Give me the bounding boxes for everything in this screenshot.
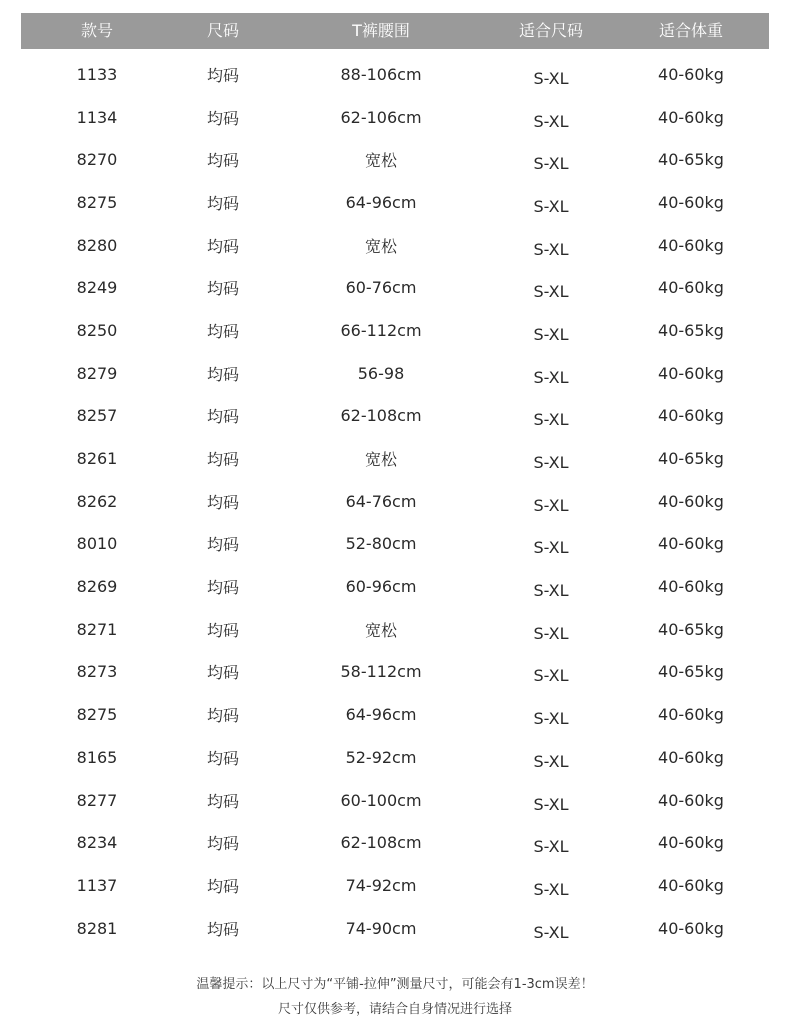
cell-fit-size: S-XL <box>533 879 569 899</box>
cell-style-number: 8275 <box>76 192 118 212</box>
header-size: 尺码 <box>206 21 239 40</box>
cell-fit-size: S-XL <box>533 367 569 387</box>
table-row <box>21 693 769 736</box>
cell-waist: 宽松 <box>364 450 397 470</box>
cell-fit-size: S-XL <box>533 751 569 771</box>
cell-fit-size: S-XL <box>533 709 569 729</box>
cell-waist: 60-100cm <box>340 790 422 810</box>
cell-fit-weight: 40-60kg <box>658 107 724 127</box>
table-row <box>21 736 769 779</box>
cell-fit-size: S-XL <box>533 623 569 643</box>
cell-waist: 62-106cm <box>340 107 422 127</box>
cell-size: 均码 <box>206 279 239 299</box>
table-row <box>21 181 769 224</box>
cell-fit-size: S-XL <box>533 581 569 601</box>
cell-waist: 64-76cm <box>345 491 417 511</box>
cell-size: 均码 <box>206 65 239 85</box>
cell-fit-weight: 40-60kg <box>658 64 724 84</box>
cell-style-number: 8279 <box>76 363 118 383</box>
table-row <box>21 395 769 438</box>
table-body <box>21 53 769 949</box>
cell-style-number: 8270 <box>76 150 118 170</box>
cell-waist: 74-92cm <box>345 875 417 895</box>
cell-waist: 52-80cm <box>345 534 417 554</box>
cell-waist: 64-96cm <box>345 705 417 725</box>
cell-fit-size: S-XL <box>533 495 569 515</box>
cell-fit-weight: 40-60kg <box>658 534 724 554</box>
table-row <box>21 224 769 267</box>
cell-style-number: 8234 <box>76 833 118 853</box>
cell-style-number: 8273 <box>76 662 118 682</box>
cell-size: 均码 <box>206 450 239 470</box>
cell-fit-weight: 40-60kg <box>658 278 724 298</box>
table-row <box>21 907 769 950</box>
cell-fit-weight: 40-60kg <box>658 406 724 426</box>
cell-waist: 56-98 <box>357 363 405 383</box>
cell-size: 均码 <box>206 663 239 683</box>
cell-size: 均码 <box>206 364 239 384</box>
cell-fit-size: S-XL <box>533 282 569 302</box>
cell-style-number: 8165 <box>76 747 118 767</box>
cell-size: 均码 <box>206 748 239 768</box>
cell-size: 均码 <box>206 876 239 896</box>
cell-fit-weight: 40-60kg <box>658 747 724 767</box>
cell-fit-weight: 40-60kg <box>658 790 724 810</box>
table-row <box>21 523 769 566</box>
cell-size: 均码 <box>206 791 239 811</box>
table-row <box>21 266 769 309</box>
cell-size: 均码 <box>206 492 239 512</box>
cell-size: 均码 <box>206 321 239 341</box>
note-reference-tip: 尺寸仅供参考，请结合自身情况进行选择 <box>277 1002 512 1017</box>
cell-waist: 64-96cm <box>345 192 417 212</box>
cell-style-number: 8262 <box>76 491 118 511</box>
cell-fit-size: S-XL <box>533 410 569 430</box>
cell-fit-size: S-XL <box>533 111 569 131</box>
table-row <box>21 138 769 181</box>
cell-fit-weight: 40-65kg <box>658 619 724 639</box>
cell-size: 均码 <box>206 620 239 640</box>
cell-fit-weight: 40-60kg <box>658 705 724 725</box>
header-fit-size: 适合尺码 <box>518 21 583 40</box>
cell-fit-size: S-XL <box>533 922 569 942</box>
cell-fit-weight: 40-65kg <box>658 320 724 340</box>
cell-style-number: 1134 <box>76 107 118 127</box>
cell-style-number: 8257 <box>76 406 118 426</box>
cell-style-number: 8275 <box>76 705 118 725</box>
cell-fit-weight: 40-60kg <box>658 918 724 938</box>
cell-fit-weight: 40-60kg <box>658 363 724 383</box>
cell-waist: 宽松 <box>364 151 397 171</box>
table-header-row <box>21 13 769 49</box>
cell-size: 均码 <box>206 578 239 598</box>
cell-fit-size: S-XL <box>533 666 569 686</box>
cell-size: 均码 <box>206 236 239 256</box>
table-row <box>21 53 769 96</box>
cell-fit-weight: 40-60kg <box>658 235 724 255</box>
cell-style-number: 1137 <box>76 875 118 895</box>
header-waist: T裤腰围 <box>352 21 410 40</box>
cell-waist: 58-112cm <box>340 662 422 682</box>
cell-fit-weight: 40-60kg <box>658 192 724 212</box>
cell-size: 均码 <box>206 108 239 128</box>
cell-size: 均码 <box>206 407 239 427</box>
table-row <box>21 651 769 694</box>
table-row <box>21 864 769 907</box>
cell-fit-size: S-XL <box>533 538 569 558</box>
cell-size: 均码 <box>206 706 239 726</box>
header-style-number: 款号 <box>80 21 113 40</box>
cell-waist: 88-106cm <box>340 64 422 84</box>
cell-fit-weight: 40-65kg <box>658 662 724 682</box>
cell-style-number: 8271 <box>76 619 118 639</box>
cell-size: 均码 <box>206 535 239 555</box>
size-table <box>21 13 769 949</box>
header-fit-weight: 适合体重 <box>658 21 723 40</box>
cell-fit-weight: 40-60kg <box>658 491 724 511</box>
cell-waist: 66-112cm <box>340 320 422 340</box>
table-row <box>21 352 769 395</box>
cell-style-number: 8281 <box>76 918 118 938</box>
cell-size: 均码 <box>206 151 239 171</box>
cell-fit-size: S-XL <box>533 324 569 344</box>
cell-fit-size: S-XL <box>533 68 569 88</box>
cell-fit-weight: 40-60kg <box>658 833 724 853</box>
cell-fit-size: S-XL <box>533 794 569 814</box>
cell-waist: 74-90cm <box>345 918 417 938</box>
table-row <box>21 821 769 864</box>
cell-style-number: 8010 <box>76 534 118 554</box>
table-row <box>21 437 769 480</box>
table-row <box>21 565 769 608</box>
cell-fit-size: S-XL <box>533 239 569 259</box>
cell-fit-size: S-XL <box>533 453 569 473</box>
cell-fit-weight: 40-60kg <box>658 577 724 597</box>
table-row <box>21 96 769 139</box>
cell-waist: 宽松 <box>364 236 397 256</box>
cell-style-number: 8269 <box>76 577 118 597</box>
cell-waist: 62-108cm <box>340 406 422 426</box>
cell-size: 均码 <box>206 193 239 213</box>
cell-style-number: 1133 <box>76 64 118 84</box>
cell-waist: 宽松 <box>364 620 397 640</box>
cell-fit-weight: 40-65kg <box>658 150 724 170</box>
cell-style-number: 8280 <box>76 235 118 255</box>
cell-fit-weight: 40-60kg <box>658 875 724 895</box>
cell-fit-size: S-XL <box>533 196 569 216</box>
cell-style-number: 8249 <box>76 278 118 298</box>
cell-fit-size: S-XL <box>533 154 569 174</box>
cell-waist: 62-108cm <box>340 833 422 853</box>
table-row <box>21 309 769 352</box>
table-row <box>21 480 769 523</box>
cell-style-number: 8277 <box>76 790 118 810</box>
cell-waist: 60-76cm <box>345 278 417 298</box>
table-row <box>21 779 769 822</box>
cell-style-number: 8250 <box>76 320 118 340</box>
cell-fit-weight: 40-65kg <box>658 449 724 469</box>
cell-size: 均码 <box>206 919 239 939</box>
table-row <box>21 608 769 651</box>
note-measurement-tip: 温馨提示：以上尺寸为“平铺-拉伸”测量尺寸，可能会有1-3cm误差！ <box>196 977 594 992</box>
cell-fit-size: S-XL <box>533 837 569 857</box>
cell-waist: 52-92cm <box>345 747 417 767</box>
cell-waist: 60-96cm <box>345 577 417 597</box>
cell-style-number: 8261 <box>76 449 118 469</box>
cell-size: 均码 <box>206 834 239 854</box>
